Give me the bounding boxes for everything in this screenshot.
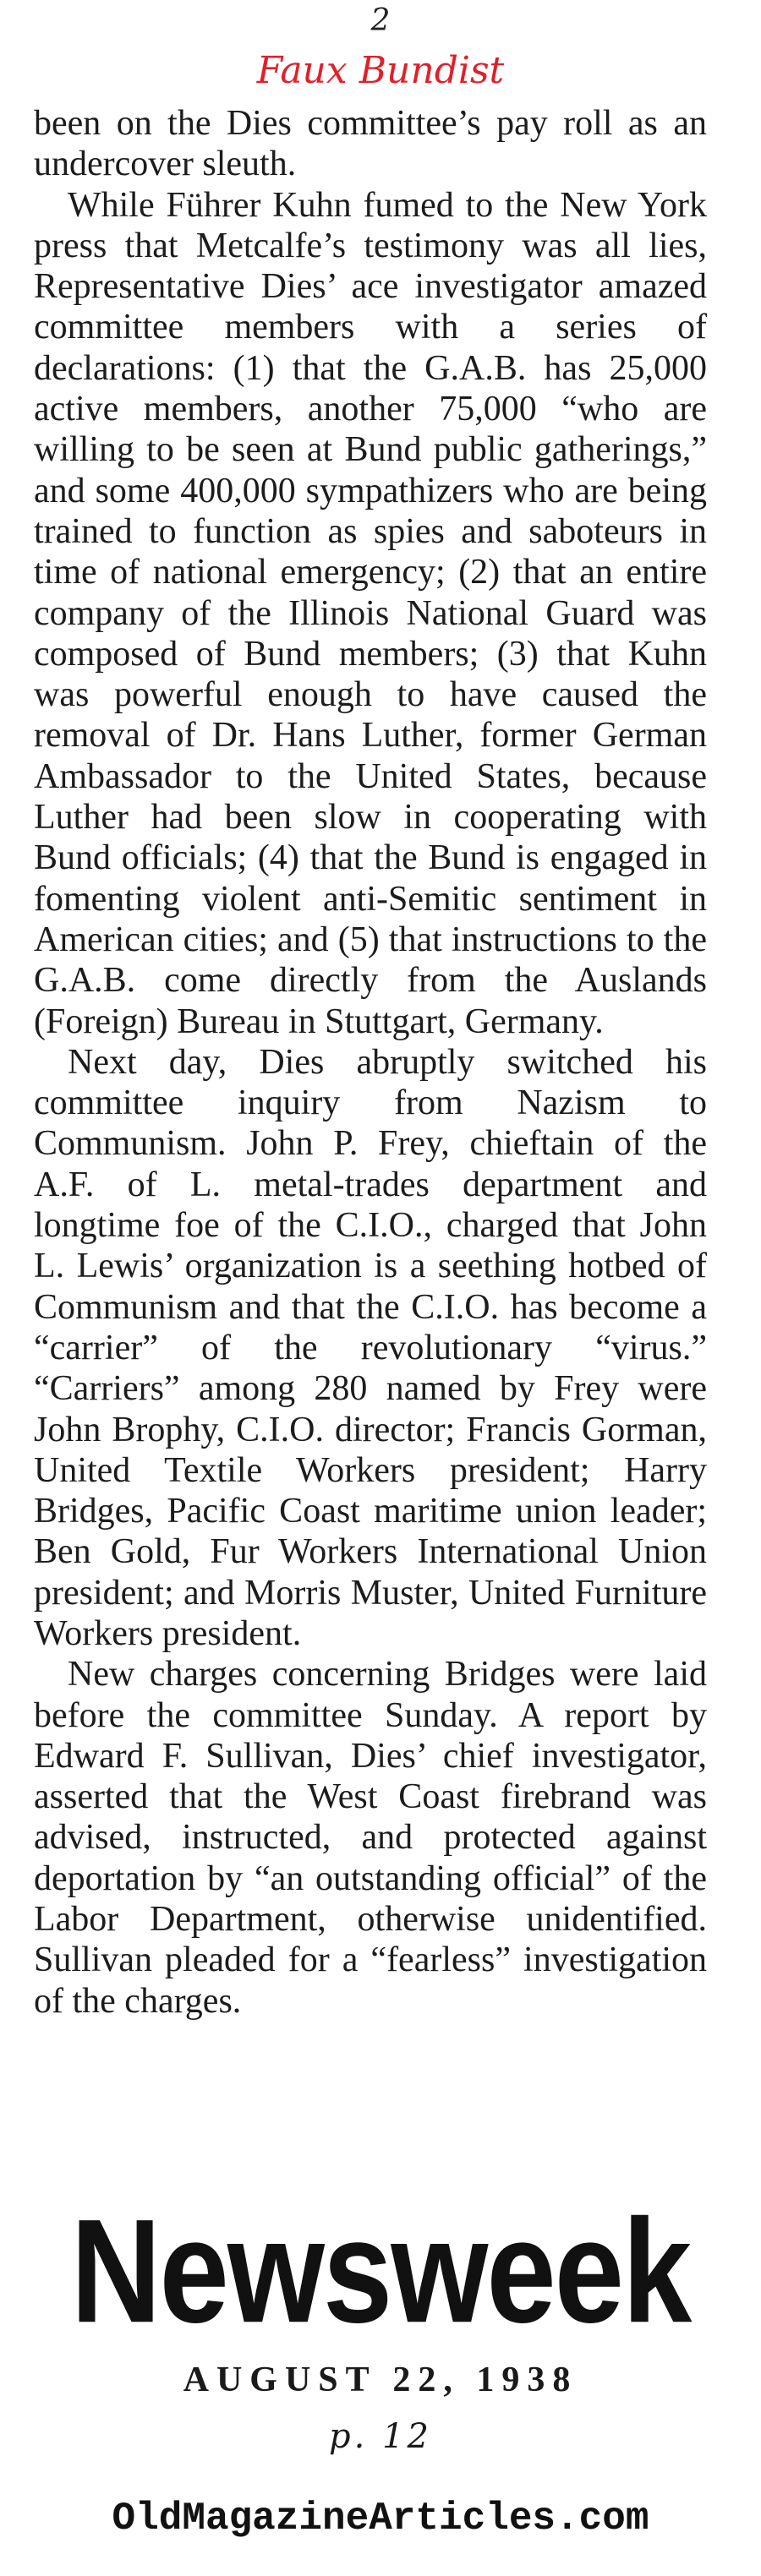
article-subject-title: Faux Bundist [256, 49, 505, 92]
article-paragraph-3: Next day, Dies abruptly switched his committee inquiry from Nazism to Communism. John P. Frey, chieftain of the A.F. of L. metal-trades department and longtime foe of the C.I.O., charged that John L. Lewis’ organization is a seething hotbed of Communism and that the C.I.O. has become a “carrier” of the revolutionary “virus.” “Carriers” among 280 named by Frey were John Brophy, C.I.O. director; Francis Gorman, United Textile Workers president; Harry Bridges, Pacific Coast maritime union leader; Ben Gold, Fur Workers International Union president; and Morris Muster, United Furniture Workers president. [34, 1042, 707, 1653]
article-paragraph-2: While Führer Kuhn fumed to the New York press that Metcalfe’s testimony was all lies, Representative Dies’ ace investigator amazed committee members with a series of declarations: (1) that the G.A.B. has 25,000 active members, another 75,000 “who are willing to be seen at Bund public gatherings,” and some 400,000 sympathizers who are being trained to function as spies and saboteurs in time of national emergency; (2) that an entire company of the Illinois National Guard was composed of Bund members; (3) that Kuhn was powerful enough to have caused the removal of Dr. Hans Luther, former German Ambassador to the United States, because Luther had been slow in cooperating with Bund officials; (4) that the Bund is engaged in fomenting violent anti-Semitic sentiment in American cities; and (5) that instructions to the G.A.B. come directly from the Auslands (Foreign) Bureau in Stuttgart, Germany. [34, 185, 707, 1041]
article-body [34, 103, 707, 2022]
site-credit: OldMagazineArticles.com [112, 2497, 649, 2541]
page-number: 2 [370, 3, 391, 38]
article-paragraph-4: New charges concerning Bridges were laid before the committee Sunday. A report by Edward F. Sullivan, Dies’ chief investigator, asserted that the West Coast firebrand was advised, instructed, and protected against deportation by “an outstanding official” of the Labor Department, otherwise unidentified. Sullivan pleaded for a “fearless” investigation of the charges. [34, 1655, 707, 2021]
newsweek-masthead: Newsweek [70, 2189, 691, 2355]
page-reference: p. 12 [329, 2417, 432, 2456]
article-paragraph-1: been on the Dies committee’s pay roll as an undercover sleuth. [34, 104, 707, 184]
issue-date: AUGUST 22, 1938 [183, 2360, 578, 2399]
